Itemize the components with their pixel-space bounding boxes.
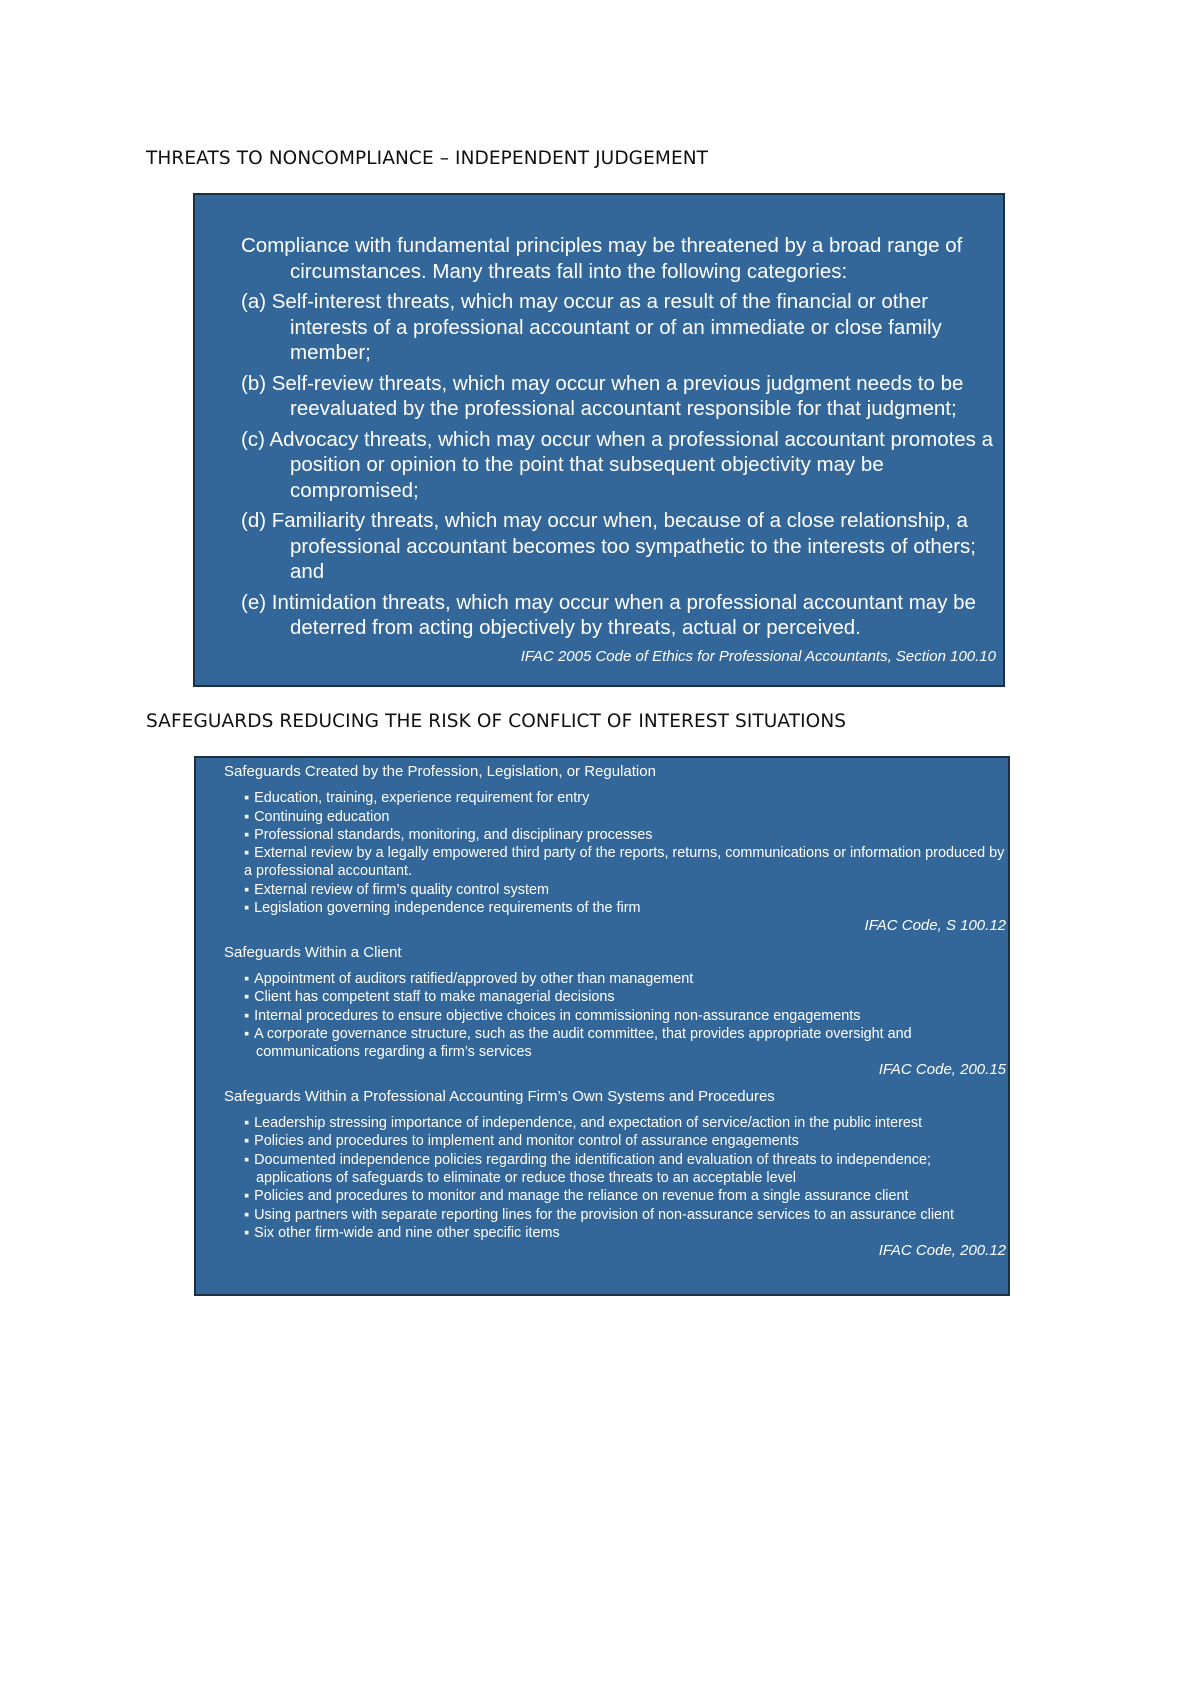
list-item: ▪ Six other firm-wide and nine other specific items (244, 1224, 560, 1241)
list-item: ▪ Policies and procedures to monitor and manage the reliance on revenue from a single assurance client (244, 1188, 909, 1205)
section-title: Safeguards Within a Client (224, 943, 402, 961)
safeguards-section-client (224, 944, 1006, 1080)
bullet-icon: ▪ (244, 1115, 250, 1132)
list-item: ▪ External review by a legally empowered third party of the reports, returns, communications or information produced by a professional accountant. (244, 845, 1005, 880)
list-item: ▪ External review of firm’s quality control system (244, 881, 549, 898)
safeguard-list (224, 789, 1006, 917)
threats-source-citation: IFAC 2005 Code of Ethics for Professional Accountants, Section 100.10 (520, 648, 996, 665)
threat-item-familiarity: (d) Familiarity threats, which may occur when, because of a close relationship, a professional accountant becomes too sympathetic to the interests of others; and (241, 509, 976, 583)
threats-slide-body (241, 233, 1001, 646)
bullet-icon: ▪ (244, 1133, 250, 1150)
bullet-icon: ▪ (244, 989, 250, 1006)
safeguards-slide-body (224, 763, 1006, 1268)
bullet-icon: ▪ (244, 826, 250, 843)
threat-item-self-review: (b) Self-review threats, which may occur when a previous judgment needs to be reevaluated by the professional accountant responsible for that judgment; (241, 371, 964, 420)
threat-item-self-interest: (a) Self-interest threats, which may occur as a result of the financial or other interests of a professional accountant or of an immediate or close family member; (241, 290, 942, 364)
threats-intro-paragraph: Compliance with fundamental principles may be threatened by a broad range of circumstances. Many threats fall into the following categories: (241, 234, 963, 283)
safeguards-section-firm (224, 1088, 1006, 1261)
bullet-icon: ▪ (244, 845, 250, 862)
bullet-icon: ▪ (244, 881, 250, 898)
list-item: ▪ Client has competent staff to make managerial decisions (244, 989, 615, 1006)
list-item: ▪ Using partners with separate reporting lines for the provision of non-assurance services to an assurance client (244, 1206, 955, 1223)
list-item: ▪ Internal procedures to ensure objective choices in commissioning non-assurance engagements (244, 1007, 861, 1024)
safeguards-section-profession (224, 763, 1006, 936)
threats-slide (193, 193, 1005, 687)
bullet-icon: ▪ (244, 790, 250, 807)
section-title: Safeguards Within a Professional Accounting Firm’s Own Systems and Procedures (224, 1087, 775, 1105)
bullet-icon: ▪ (244, 1224, 250, 1241)
bullet-icon: ▪ (244, 1206, 250, 1223)
bullet-icon: ▪ (244, 1025, 250, 1042)
list-item: ▪ Legislation governing independence requirements of the firm (244, 900, 641, 917)
bullet-icon: ▪ (244, 900, 250, 917)
section-reference: IFAC Code, 200.15 (878, 1061, 1006, 1079)
list-item: ▪ Documented independence policies regarding the identification and evaluation of threats to independence; applications of safeguards to eliminate or reduce those threats to an acceptable level (244, 1151, 931, 1186)
list-item: ▪ Education, training, experience requirement for entry (244, 790, 590, 807)
safeguards-slide (194, 756, 1010, 1296)
section-heading-safeguards: SAFEGUARDS REDUCING THE RISK OF CONFLICT OF INTEREST SITUATIONS (146, 711, 847, 732)
safeguard-list (224, 970, 1006, 1061)
safeguard-list (224, 1114, 1006, 1242)
list-item: ▪ Leadership stressing importance of independence, and expectation of service/action in the public interest (244, 1115, 923, 1132)
list-item: ▪ Policies and procedures to implement and monitor control of assurance engagements (244, 1133, 799, 1150)
list-item: ▪ Continuing education (244, 808, 390, 825)
bullet-icon: ▪ (244, 1151, 250, 1168)
list-item: ▪ Professional standards, monitoring, and disciplinary processes (244, 826, 653, 843)
bullet-icon: ▪ (244, 1188, 250, 1205)
section-title: Safeguards Created by the Profession, Legislation, or Regulation (224, 763, 656, 780)
bullet-icon: ▪ (244, 1007, 250, 1024)
section-heading-threats: THREATS TO NONCOMPLIANCE – INDEPENDENT JUDGEMENT (146, 148, 709, 169)
bullet-icon: ▪ (244, 808, 250, 825)
threat-item-advocacy: (c) Advocacy threats, which may occur when a professional accountant promotes a position or opinion to the point that subsequent objectivity may be compromised; (241, 427, 994, 502)
list-item: ▪ A corporate governance structure, such as the audit committee, that provides appropriate oversight and communications regarding a firm’s services (244, 1025, 912, 1061)
list-item: ▪ Appointment of auditors ratified/approved by other than management (244, 970, 694, 987)
section-reference: IFAC Code, 200.12 (878, 1242, 1006, 1260)
bullet-icon: ▪ (244, 970, 250, 987)
section-reference: IFAC Code, S 100.12 (864, 917, 1006, 935)
threat-item-intimidation: (e) Intimidation threats, which may occur when a professional accountant may be deterred from acting objectively by threats, actual or perceived. (241, 590, 976, 639)
